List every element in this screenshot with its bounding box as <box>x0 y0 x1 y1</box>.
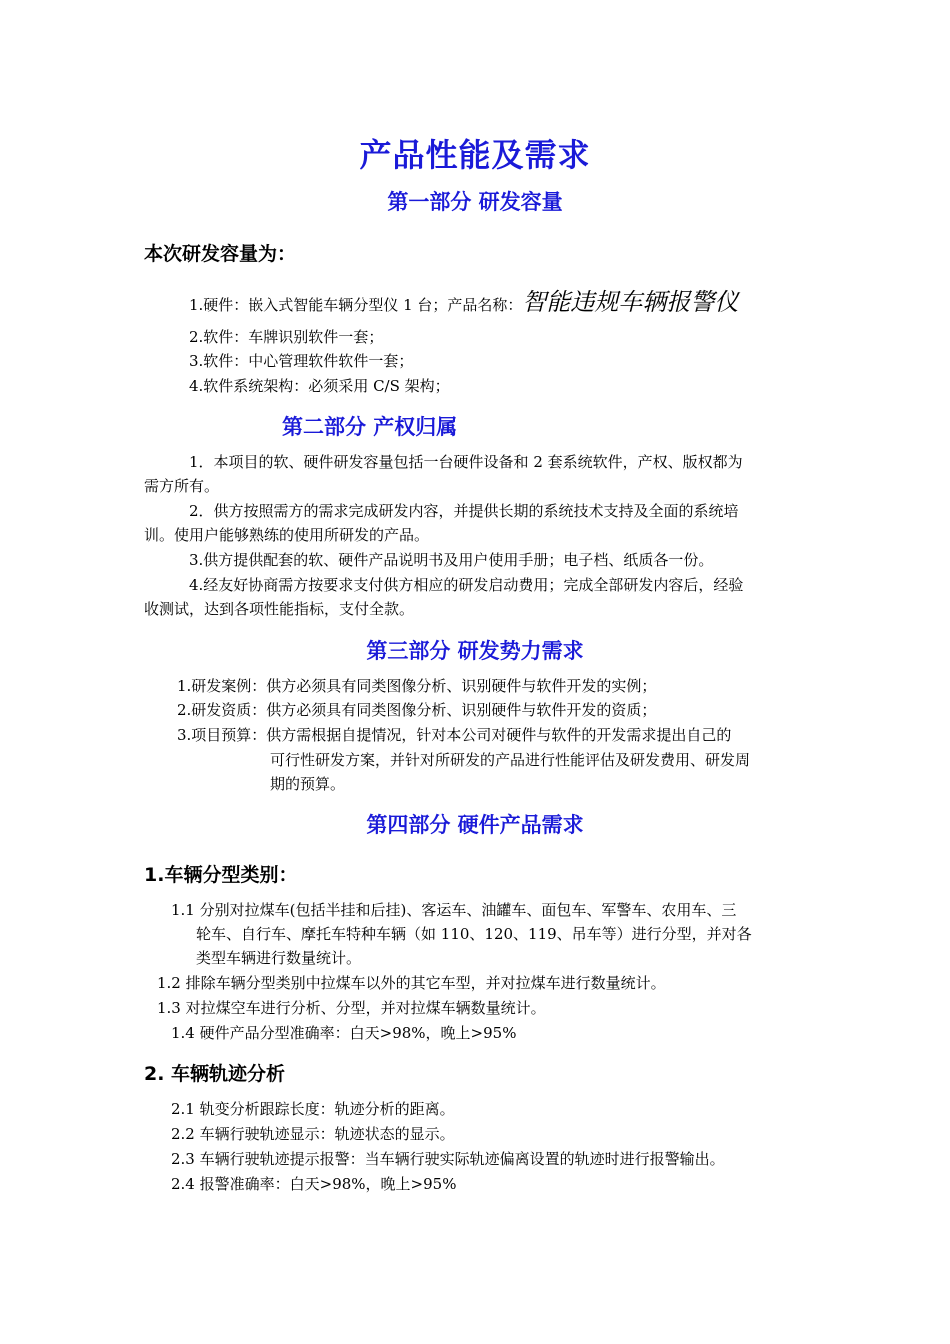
document-title: 产品性能及需求 <box>359 136 591 174</box>
part4-sec1-item2: 1.2 排除车辆分型类别中拉煤车以外的其它车型，并对拉煤车进行数量统计。 <box>157 974 666 992</box>
part1-item1 <box>189 290 738 317</box>
part2-p4-line1: 4.经友好协商需方按要求支付供方相应的研发启动费用；完成全部研发内容后，经验 <box>189 576 744 594</box>
part2-p1-line1: 1．本项目的软、硬件研发容量包括一台硬件设备和 2 套系统软件，产权、版权都为 <box>189 453 743 471</box>
part4-sec2-item2: 2.2 车辆行驶轨迹显示：轨迹状态的显示。 <box>171 1125 455 1143</box>
part2-p2-line1: 2．供方按照需方的需求完成研发内容，并提供长期的系统技术支持及全面的系统培 <box>189 502 739 520</box>
part1-item2: 2.软件：车牌识别软件一套； <box>189 328 384 346</box>
part1-heading: 第一部分 研发容量 <box>387 190 563 214</box>
part3-item3-line3: 期的预算。 <box>270 775 346 793</box>
part1-item1-text: 1.硬件：嵌入式智能车辆分型仪 1 台；产品名称： <box>189 296 523 314</box>
part1-intro: 本次研发容量为： <box>144 243 297 265</box>
part2-p4-line2: 收测试，达到各项性能指标，支付全款。 <box>144 600 415 618</box>
part4-sec2-item3: 2.3 车辆行驶轨迹提示报警：当车辆行驶实际轨迹偏离设置的轨迹时进行报警输出。 <box>171 1150 725 1168</box>
part3-heading: 第三部分 研发势力需求 <box>366 639 584 663</box>
part4-sec1-item3: 1.3 对拉煤空车进行分析、分型，并对拉煤车辆数量统计。 <box>157 999 546 1017</box>
part4-sec2-item1: 2.1 轨变分析跟踪长度：轨迹分析的距离。 <box>171 1100 455 1118</box>
part2-p3: 3.供方提供配套的软、硬件产品说明书及用户使用手册；电子档、纸质各一份。 <box>189 551 714 569</box>
part2-heading: 第二部分 产权归属 <box>282 415 458 439</box>
part1-item3: 3.软件：中心管理软件软件一套； <box>189 352 414 370</box>
part4-sec1-item1-line3: 类型车辆进行数量统计。 <box>196 949 362 967</box>
product-name: 智能违规车辆报警仪 <box>522 288 739 316</box>
part4-sec2-heading: 2. 车辆轨迹分析 <box>144 1063 286 1085</box>
part3-item1: 1.研发案例：供方必须具有同类图像分析、识别硬件与软件开发的实例； <box>177 677 657 695</box>
part2-p1-line2: 需方所有。 <box>144 477 220 495</box>
part4-sec1-item1-line2: 轮车、自行车、摩托车特种车辆（如 110、120、119、吊车等）进行分型，并对各 <box>196 925 752 943</box>
part3-item3-line1: 3.项目预算：供方需根据自提情况，针对本公司对硬件与软件的开发需求提出自己的 <box>177 726 732 744</box>
part4-sec1-item1-line1: 1.1 分别对拉煤车(包括半挂和后挂)、客运车、油罐车、面包车、军警车、农用车、三 <box>171 901 737 919</box>
part3-item3-line2: 可行性研发方案，并针对所研发的产品进行性能评估及研发费用、研发周 <box>270 751 751 769</box>
part4-sec2-item4: 2.4 报警准确率：白天>98%，晚上>95% <box>171 1175 457 1193</box>
part1-item4: 4.软件系统架构：必须采用 C/S 架构； <box>189 377 450 395</box>
part2-p2-line2: 训。使用户能够熟练的使用所研发的产品。 <box>144 526 430 544</box>
part3-item2: 2.研发资质：供方必须具有同类图像分析、识别硬件与软件开发的资质； <box>177 701 657 719</box>
part4-sec1-item4: 1.4 硬件产品分型准确率：白天>98%，晚上>95% <box>171 1024 517 1042</box>
part4-heading: 第四部分 硬件产品需求 <box>366 813 584 837</box>
part4-sec1-heading: 1.车辆分型类别： <box>144 864 298 886</box>
